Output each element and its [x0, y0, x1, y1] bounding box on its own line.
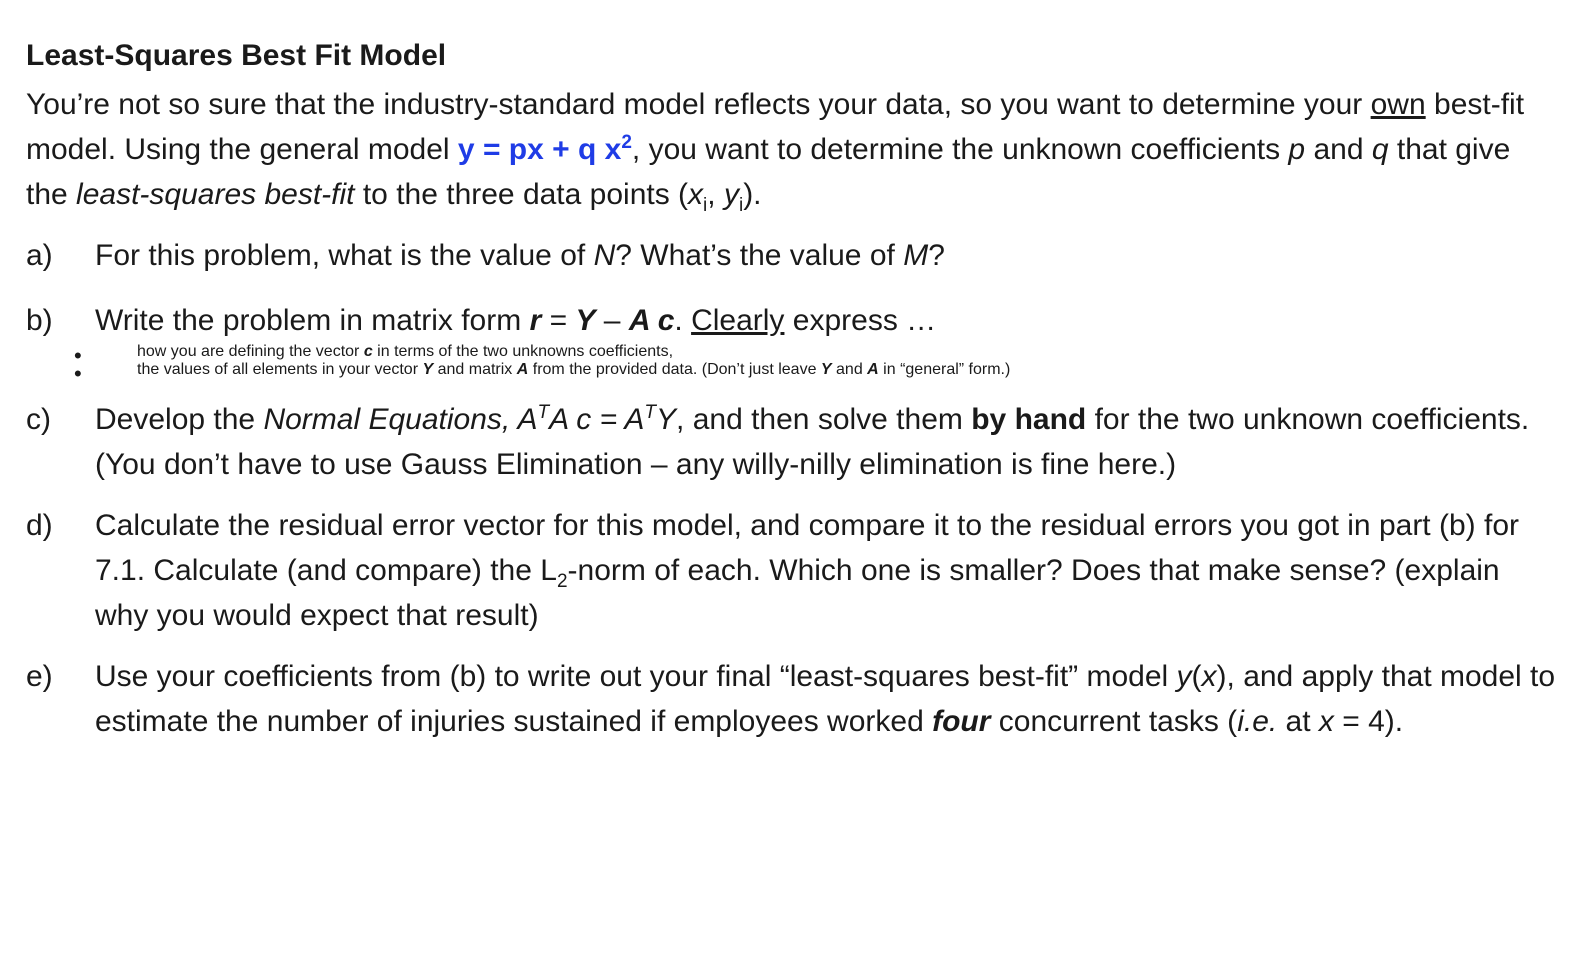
question-text: . [674, 304, 692, 337]
intro-lsbf: least-squares best-fit [76, 178, 355, 211]
page-title: Least-Squares Best Fit Model [26, 39, 447, 72]
question-letter: a) [26, 239, 53, 272]
model-exponent: 2 [621, 132, 632, 153]
coef-q: q [1371, 133, 1389, 166]
question-text: Develop the [95, 403, 264, 436]
question-text: Use your coefficients from (b) to write out your final “least-squares best-fit” model [95, 660, 1177, 693]
var-y: y [1176, 660, 1192, 693]
document [26, 34, 1556, 744]
bullet-item [26, 343, 1556, 368]
question-d [26, 503, 1556, 638]
question-b-bullets [26, 343, 1556, 386]
bullet-item [26, 361, 1556, 386]
intro-text: best-fit model. Using the general model [26, 88, 1525, 166]
clearly-underlined: Clearly [691, 304, 785, 337]
question-text: – [595, 304, 629, 337]
question-text: ( [1191, 660, 1202, 693]
question-text: , and then solve them [676, 403, 972, 436]
var-N: N [593, 239, 616, 272]
intro-text: You’re not so sure that the industry-standard model reflects your data, so you want to determine your [26, 88, 1371, 121]
bullet-text: from the provided data. (Don’t just leave [528, 361, 821, 378]
intro-text: that give the [26, 133, 1511, 211]
bullet-text: in “general” form.) [878, 361, 1011, 378]
bullet-text: in terms of the two unknowns coefficients, [372, 343, 674, 360]
var-M: M [903, 239, 929, 272]
ie-abbrev: i.e. [1237, 705, 1278, 738]
var-Y: Y [422, 361, 434, 378]
bullet-text: the values of all elements in your vector [137, 361, 423, 378]
intro-text: , you want to determine the unknown coefficients [631, 133, 1289, 166]
question-letter: c) [26, 403, 51, 436]
var-x: x [1318, 705, 1334, 738]
var-x: x [1201, 660, 1217, 693]
question-letter: e) [26, 660, 53, 693]
subscript-i: i [703, 195, 708, 216]
question-text: ), and apply that model to estimate the number of injuries sustained if employees worked [95, 660, 1556, 738]
bullet-icon: • [74, 361, 82, 386]
model-text: y = px + q x [457, 133, 622, 166]
by-hand: by hand [971, 403, 1087, 436]
normal-eq-text: Normal Equations, A [263, 403, 538, 436]
var-Y: Y [575, 304, 596, 337]
intro-text: ). [743, 178, 762, 211]
subscript-i: i [738, 195, 744, 216]
bullet-icon: • [74, 343, 82, 368]
four-emphasis: four [932, 705, 991, 738]
var-Y: Y [820, 361, 832, 378]
var-r: r [529, 304, 542, 337]
coef-p: p [1288, 133, 1306, 166]
question-text: ? What’s the value of [615, 239, 904, 272]
bullet-text: and matrix [433, 361, 517, 378]
question-text: concurrent tasks ( [990, 705, 1238, 738]
var-Ac: A c [628, 304, 675, 337]
normal-eq-text: A c = A [549, 403, 645, 436]
transpose-sup: T [644, 402, 657, 423]
intro-text: to the three data points ( [354, 178, 689, 211]
var-x: x [688, 178, 704, 211]
bullet-text: and [831, 361, 868, 378]
question-b [26, 298, 1556, 343]
subscript-2: 2 [556, 571, 568, 592]
transpose-sup: T [537, 402, 550, 423]
question-a [26, 233, 1556, 278]
var-y: y [723, 178, 739, 211]
question-text: for the two unknown coefficients. (You don’t have to use Gauss Elimination – any willy-nilly elimination is fine here.) [95, 403, 1530, 481]
model-equation [458, 133, 632, 166]
question-text: express … [784, 304, 937, 337]
question-text: Write the problem in matrix form [95, 304, 530, 337]
var-c: c [363, 343, 373, 360]
question-c [26, 397, 1556, 487]
question-text: For this problem, what is the value of [95, 239, 594, 272]
question-text: = [541, 304, 576, 337]
question-letter: b) [26, 304, 53, 337]
question-text: ? [928, 239, 945, 272]
question-text: at [1277, 705, 1319, 738]
intro-text: and [1305, 133, 1372, 166]
intro-paragraph [26, 82, 1556, 217]
var-A: A [516, 361, 529, 378]
intro-own: own [1370, 88, 1426, 121]
normal-eq-text: Y [656, 403, 677, 436]
var-A: A [867, 361, 879, 378]
intro-text: , [707, 178, 724, 211]
question-e [26, 654, 1556, 744]
question-text: = 4). [1333, 705, 1404, 738]
question-letter: d) [26, 509, 53, 542]
question-text: Calculate the residual error vector for this model, and compare it to the residual errors you got in part (b) for 7.1. Calculate (and compare) the L [95, 509, 1519, 587]
question-text: -norm of each. Which one is smaller? Does that make sense? (explain why you would expect that result) [95, 554, 1500, 632]
normal-equations [263, 403, 676, 436]
bullet-text: how you are defining the vector [137, 343, 364, 360]
